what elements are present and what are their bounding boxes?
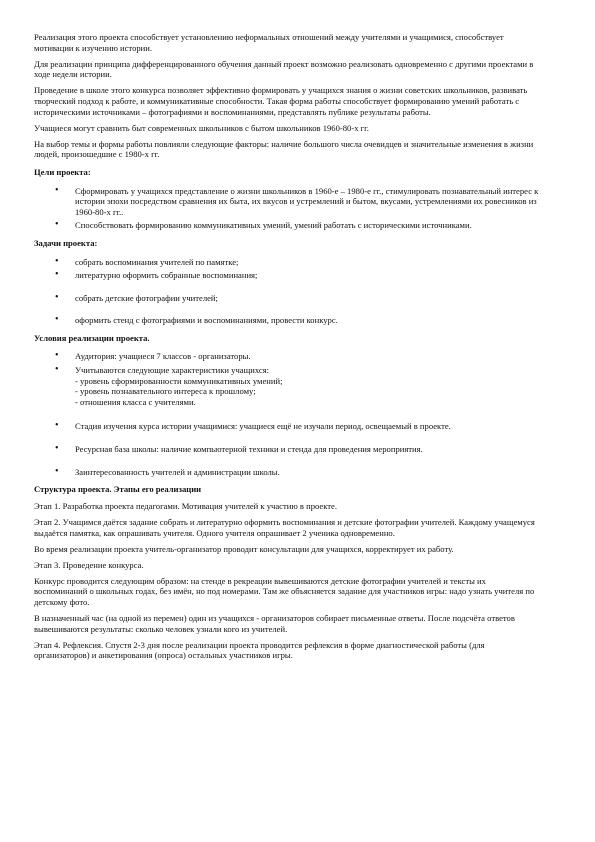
characteristic-1: - уровень сформированности коммуникативных умений; — [75, 375, 283, 386]
structure-paragraph-1: Этап 1. Разработка проекта педагогами. Мотивация учителей к участию в проекте. — [34, 500, 338, 511]
structure-heading: Структура проекта. Этапы его реализации — [34, 484, 202, 495]
characteristic-2: - уровень познавательного интереса к прошлому; — [75, 386, 256, 397]
task-item-2: • литературно оформить собранные воспоминания; — [75, 270, 539, 281]
condition-item-3: • Стадия изучения курса истории учащимися: учащиеся ещё не изучали период, освещаемый в проекте. — [75, 421, 539, 432]
condition-item-4: • Ресурсная база школы: наличие компьютерной техники и стенда для проведения мероприятия. — [75, 444, 539, 455]
structure-paragraph-5: Конкурс проводится следующим образом: на стенде в рекреации вывешиваются детские фотографии учителей и тексты их воспоминаний о школьных годах, без имён, но под номерами. Там же объясняется задание для участников игры: надо узнать учителя по детскому фото. — [34, 575, 535, 607]
condition-item-2-label: • Учитываются следующие характеристики учащихся: — [75, 365, 270, 376]
goals-list — [34, 186, 539, 231]
task-item-1: • собрать воспоминания учителей по памятке; — [75, 257, 539, 268]
intro-paragraph-1: Реализация этого проекта способствует установлению неформальных отношений между учителями и учащимися, способствует мотивации к изучению истории. — [34, 32, 504, 53]
structure-paragraph-2: Этап 2. Учащимся даётся задание собрать и литературно оформить воспоминания и детские фотографии учителей. Каждому учащемуся выдаётся памятка, как опрашивать учителя. Одного учителя опрашивает 2 ученика одновременно. — [34, 516, 535, 538]
tasks-heading: Задачи проекта: — [34, 237, 98, 248]
conditions-heading: Условия реализации проекта. — [34, 332, 150, 343]
structure-paragraph-3: Во время реализации проекта учитель-организатор проводит консультации для учащихся, корректирует их работу. — [34, 543, 454, 554]
characteristic-3: - отношения класса с учителями. — [75, 396, 196, 407]
intro-paragraph-5: На выбор темы и формы работы повлияли следующие факторы: наличие большого числа очевидцев и значительные изменения в жизни людей, произошедшие с 1980-х гг. — [34, 138, 534, 160]
goal-item-1: • Сформировать у учащихся представление о жизни школьников в 1960-е – 1980-е гг., стимулировать познавательный интерес к истории эпохи посредством сравнения их быта, их вкусов и устремлений и бытом, вкусами, устремлениями их ровесников из 1960-80-х гг.. — [75, 186, 539, 218]
tasks-list — [34, 257, 539, 326]
intro-paragraph-2: Для реализации принципа дифференцированного обучения данный проект возможно реализовать одновременно с другими проектами в ходе недели истории. — [34, 58, 534, 80]
structure-paragraph-6: В назначенный час (на одной из перемен) один из учащихся - организаторов собирает письменные ответы. После подсчёта ответов вывешиваются результаты: сколько человек узнали кого из учителей. — [34, 613, 515, 634]
condition-item-5: • Заинтересованность учителей и администрации школы. — [75, 467, 539, 478]
intro-paragraph-4: Учащиеся могут сравнить быт современных школьников с бытом школьников 1960-80-х гг. — [34, 122, 369, 133]
conditions-list — [34, 351, 539, 477]
structure-paragraph-4: Этап 3. Проведение конкурса. — [34, 559, 144, 570]
goals-heading: Цели проекта: — [34, 166, 91, 177]
task-item-3: • собрать детские фотографии учителей; — [75, 293, 539, 304]
structure-paragraph-7: Этап 4. Рефлексия. Спустя 2-3 дня после реализации проекта проводится рефлексия в форме диагностической работы (для организаторов) и анкетирования (опроса) остальных участников игры. — [34, 639, 485, 661]
condition-item-2 — [75, 365, 539, 407]
task-item-4: • оформить стенд с фотографиями и воспоминаниями, провести конкурс. — [75, 315, 539, 326]
condition-item-1: • Аудитория: учащиеся 7 классов - организаторы. — [75, 351, 539, 362]
goal-item-2: • Способствовать формированию коммуникативных умений, умений работать с историческими источниками. — [75, 220, 539, 231]
intro-paragraph-3: Проведение в школе этого конкурса позволяет эффективно формировать у учащихся знания о жизни советских школьников, развивать творческий подход к работе, и коммуникативные способности. Такая форма работы способствует формированию умений работать с историческими источниками – фотографиями и воспоминаниями, представлять публике результаты работы. — [34, 85, 528, 117]
